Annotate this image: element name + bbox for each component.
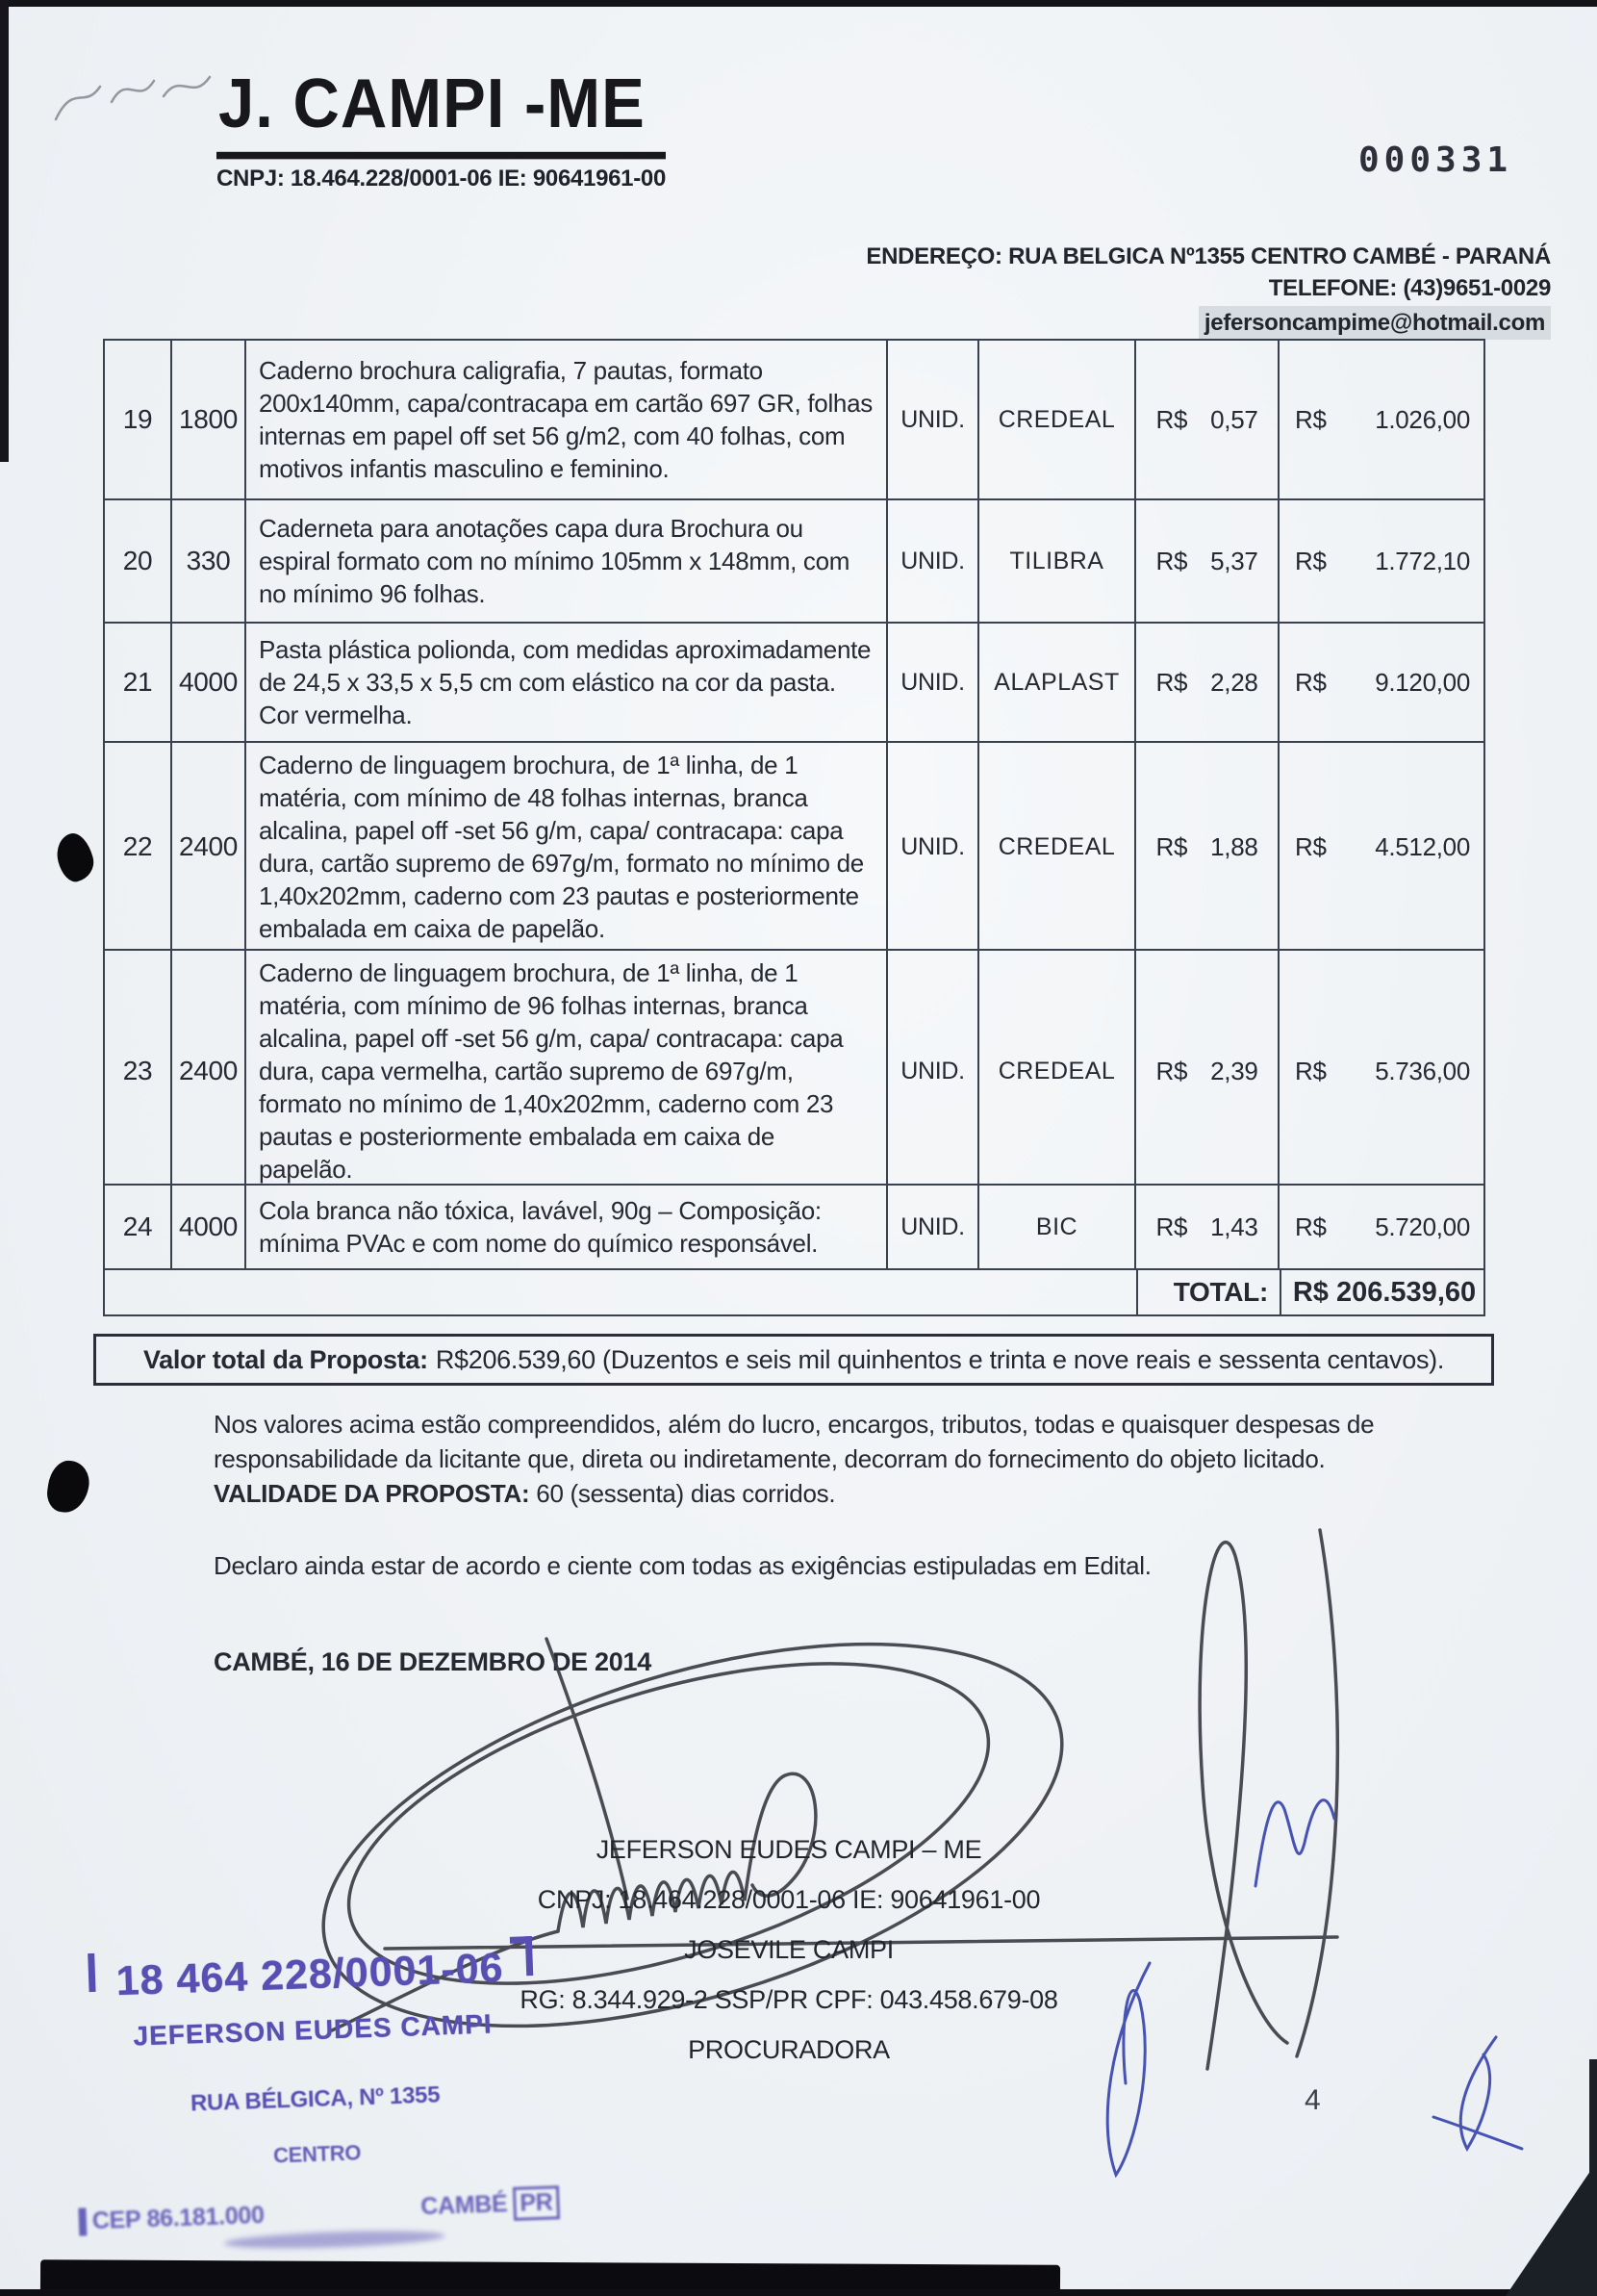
stamp-ink-smudge — [223, 2228, 444, 2251]
brand-cell: CREDEAL — [979, 341, 1136, 498]
ink-blob — [44, 1458, 91, 1515]
ink-blob — [52, 829, 97, 884]
total-price-cell — [1280, 1186, 1485, 1268]
currency-symbol: R$ — [1295, 831, 1327, 861]
scan-edge-left — [0, 0, 9, 462]
brand-cell: CREDEAL — [979, 743, 1136, 951]
currency-symbol: R$ — [1155, 1056, 1188, 1085]
table-row-item-22 — [105, 743, 1483, 951]
description-cell: Cola branca não tóxica, lavável, 90g – Composição: mínima PVAc e com nome do químico responsável. — [246, 1186, 888, 1268]
total-price-value: 9.120,00 — [1375, 667, 1470, 697]
items-table — [103, 339, 1485, 1316]
total-price-cell — [1280, 743, 1485, 951]
currency-symbol: R$ — [1295, 404, 1327, 434]
unit-cell: UNID. — [888, 743, 979, 951]
table-row-item-24 — [105, 1186, 1483, 1270]
total-price-cell — [1280, 624, 1485, 741]
stamp-district: CENTRO — [272, 2140, 362, 2168]
total-price-value: 5.736,00 — [1375, 1056, 1470, 1085]
table-row-item-19 — [105, 341, 1483, 500]
proposal-total-label: Valor total da Proposta: — [142, 1344, 428, 1374]
terms-line-2: responsabilidade da licitante que, direta ou indiretamente, decorram do fornecimento do objeto licitado. — [214, 1444, 1326, 1473]
total-price-cell — [1280, 341, 1485, 498]
quantity-cell: 4000 — [172, 624, 246, 741]
date-line: CAMBÉ, 16 DE DEZEMBRO DE 2014 — [214, 1647, 651, 1676]
document-number-stamp: 000331 — [1358, 140, 1513, 180]
currency-symbol: R$ — [1155, 1212, 1188, 1241]
unit-price-cell — [1136, 951, 1280, 1191]
page-number: 4 — [1305, 2084, 1321, 2116]
item-number-cell: 19 — [105, 341, 172, 498]
currency-symbol: R$ — [1155, 546, 1188, 575]
quantity-cell: 4000 — [172, 1186, 246, 1268]
signatory-company: JEFERSON EUDES CAMPI – ME — [596, 1835, 982, 1864]
item-number-cell: 22 — [105, 743, 172, 951]
table-row-item-20 — [105, 500, 1483, 624]
pen-mark-loop — [1082, 1949, 1179, 2189]
total-price-cell — [1280, 951, 1485, 1191]
pen-mark-corner — [1414, 2026, 1530, 2156]
proposal-total-text: R$206.539,60 (Duzentos e seis mil quinhentos e trinta e nove reais e sessenta centavos). — [435, 1344, 1445, 1374]
item-number-cell: 20 — [105, 500, 172, 622]
unit-cell: UNID. — [888, 951, 979, 1191]
validity-label: VALIDADE DA PROPOSTA: — [214, 1479, 530, 1508]
item-number-cell: 24 — [105, 1186, 172, 1268]
description-cell: Pasta plástica polionda, com medidas aproximadamente de 24,5 x 33,5 x 5,5 cm com elástico na cor da pasta. Cor vermelha. — [246, 624, 888, 741]
stamp-bracket-left — [88, 1953, 107, 1993]
signatory-name: JOSEVILE CAMPI — [684, 1935, 894, 1964]
company-cnpj-line: CNPJ: 18.464.228/0001-06 IE: 90641961-00 — [216, 166, 667, 191]
currency-symbol: R$ — [1155, 831, 1188, 861]
unit-cell: UNID. — [888, 341, 979, 498]
item-number-cell: 21 — [105, 624, 172, 741]
brand-cell: TILIBRA — [979, 500, 1136, 622]
total-price-value: 1.026,00 — [1375, 404, 1470, 434]
declaration-line: Declaro ainda estar de acordo e ciente com todas as exigências estipuladas em Edital. — [214, 1551, 1152, 1580]
table-row-item-21 — [105, 624, 1483, 743]
grand-total-label: TOTAL: — [1138, 1270, 1281, 1314]
unit-price-value: 5,37 — [1210, 546, 1258, 575]
signatory-cnpj: CNPJ: 18.464.228/0001-06 IE: 90641961-00 — [537, 1885, 1041, 1914]
unit-price-value: 1,43 — [1210, 1212, 1258, 1241]
currency-symbol: R$ — [1295, 1056, 1327, 1085]
stamp-bracket-right — [510, 1936, 533, 1977]
description-cell: Caderneta para anotações capa dura Brochura ou espiral formato com no mínimo 105mm x 148mm, com no mínimo 96 folhas. — [246, 500, 888, 622]
unit-cell: UNID. — [888, 624, 979, 741]
quantity-cell: 330 — [172, 500, 246, 622]
grand-total-value: R$ 206.539,60 — [1292, 1276, 1477, 1308]
total-row-spacer — [105, 1270, 1138, 1314]
company-rubber-stamp — [69, 1943, 561, 2277]
scan-edge-top — [0, 0, 1597, 7]
quantity-cell: 2400 — [172, 743, 246, 951]
brand-cell: ALAPLAST — [979, 624, 1136, 741]
scan-edge-bottom-line — [0, 2289, 1597, 2296]
terms-line-1: Nos valores acima estão compreendidos, além do lucro, encargos, tributos, todas e quaisquer despesas de — [214, 1410, 1375, 1439]
phone-line: TELEFONE: (43)9651-0029 — [1268, 275, 1551, 301]
unit-cell: UNID. — [888, 500, 979, 622]
total-price-cell — [1280, 500, 1485, 622]
company-header — [216, 64, 666, 192]
stamp-state: PR — [513, 2185, 560, 2221]
quantity-cell: 2400 — [172, 951, 246, 1191]
total-price-value: 1.772,10 — [1375, 546, 1470, 575]
quantity-cell: 1800 — [172, 341, 246, 498]
brand-cell: CREDEAL — [979, 951, 1136, 1191]
table-total-row — [105, 1270, 1483, 1314]
description-cell: Caderno de linguagem brochura, de 1ª linha, de 1 matéria, com mínimo de 96 folhas internas, branca alcalina, papel off -set 56 g/m, capa/ contracapa: capa dura, capa vermelha, cartão supremo de 697g/m, formato no mínimo de 1,40x202mm, caderno com 23 pautas e posteriormente embalada em caixa de papelão. — [246, 951, 888, 1191]
signatory-rg-cpf: RG: 8.344.929-2 SSP/PR CPF: 043.458.679-08 — [520, 1985, 1058, 2014]
brand-cell: BIC — [979, 1186, 1136, 1268]
unit-cell: UNID. — [888, 1186, 979, 1268]
currency-symbol: R$ — [1295, 546, 1327, 575]
currency-symbol: R$ — [1155, 404, 1188, 434]
unit-price-cell — [1136, 341, 1280, 498]
unit-price-cell — [1136, 624, 1280, 741]
email-line: jefersoncampime@hotmail.com — [1199, 306, 1551, 340]
stamp-cep-city-row — [78, 2185, 560, 2235]
signatory-title: PROCURADORA — [688, 2035, 890, 2064]
validity-text: 60 (sessenta) dias corridos. — [536, 1479, 836, 1508]
item-number-cell: 23 — [105, 951, 172, 1191]
stamp-cnpj-number: 18 464 228/0001-06 — [69, 1943, 551, 2006]
contact-block — [866, 241, 1551, 340]
address-line: ENDEREÇO: RUA BELGICA Nº1355 CENTRO CAMBÉ - PARANÁ — [866, 243, 1551, 269]
total-price-value: 5.720,00 — [1375, 1212, 1470, 1241]
stamp-city: CAMBÉ PR — [420, 2185, 560, 2224]
unit-price-value: 2,28 — [1210, 667, 1258, 697]
pen-mark-m — [1241, 1775, 1347, 1901]
stamp-street: RUA BÉLGICA, Nº 1355 — [190, 2081, 441, 2117]
currency-symbol: R$ — [1295, 667, 1327, 697]
currency-symbol: R$ — [1295, 1212, 1327, 1241]
company-name: J. CAMPI -ME — [216, 64, 666, 159]
stamp-cep: CEP 86.181.000 — [78, 2202, 265, 2236]
stamp-owner-name: JEFERSON EUDES CAMPI — [133, 2008, 494, 2052]
unit-price-cell — [1136, 500, 1280, 622]
unit-price-value: 2,39 — [1210, 1056, 1258, 1085]
unit-price-value: 0,57 — [1210, 404, 1258, 434]
description-cell: Caderno brochura caligrafia, 7 pautas, formato 200x140mm, capa/contracapa em cartão 697 GR, folhas internas em papel off set 56 g/m2, com 40 folhas, com motivos infantis masculino e feminino. — [246, 341, 888, 498]
unit-price-cell — [1136, 743, 1280, 951]
pen-scribble-topleft — [48, 60, 241, 156]
terms-paragraph — [214, 1407, 1435, 1511]
currency-symbol: R$ — [1155, 667, 1188, 697]
unit-price-cell — [1136, 1186, 1280, 1268]
description-cell: Caderno de linguagem brochura, de 1ª linha, de 1 matéria, com mínimo de 48 folhas internas, branca alcalina, papel off -set 56 g/m, capa/ contracapa: capa dura, cartão supremo de 697g/m, formato no mínimo de 1,40x202mm, caderno com 23 pautas e posteriormente embalada em caixa de papelão. — [246, 743, 888, 951]
scan-edge-corner — [1506, 2161, 1597, 2296]
table-row-item-23 — [105, 951, 1483, 1186]
proposal-total-box — [93, 1334, 1494, 1386]
total-price-value: 4.512,00 — [1375, 831, 1470, 861]
unit-price-value: 1,88 — [1210, 831, 1258, 861]
